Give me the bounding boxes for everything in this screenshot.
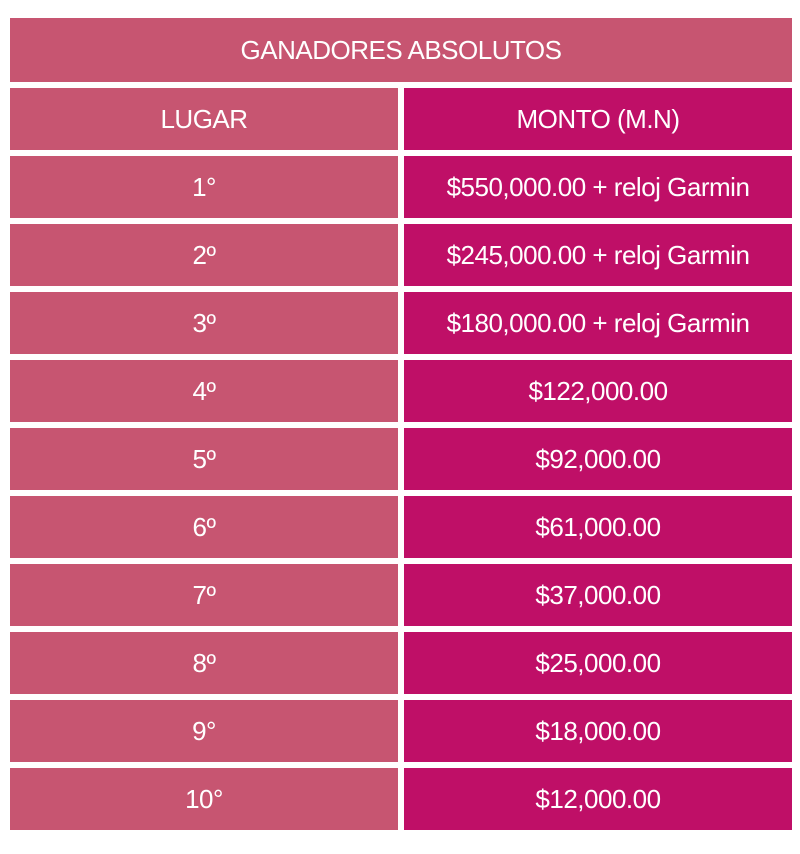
cell-lugar: 7º: [10, 564, 398, 626]
prize-table: [10, 18, 792, 836]
cell-lugar: 8º: [10, 632, 398, 694]
cell-monto: $550,000.00 + reloj Garmin: [404, 156, 792, 218]
header-row: [10, 88, 792, 150]
cell-lugar: 6º: [10, 496, 398, 558]
table-row: [10, 292, 792, 354]
table-row: [10, 496, 792, 558]
cell-monto: $12,000.00: [404, 768, 792, 830]
table-row: [10, 156, 792, 218]
table-row: [10, 768, 792, 830]
header-lugar: LUGAR: [10, 88, 398, 150]
cell-monto: $61,000.00: [404, 496, 792, 558]
table-row: [10, 564, 792, 626]
cell-monto: $25,000.00: [404, 632, 792, 694]
cell-lugar: 1°: [10, 156, 398, 218]
cell-monto: $122,000.00: [404, 360, 792, 422]
cell-monto: $18,000.00: [404, 700, 792, 762]
cell-lugar: 3º: [10, 292, 398, 354]
table-row: [10, 428, 792, 490]
cell-monto: $245,000.00 + reloj Garmin: [404, 224, 792, 286]
table-row: [10, 700, 792, 762]
cell-lugar: 2º: [10, 224, 398, 286]
cell-monto: $92,000.00: [404, 428, 792, 490]
cell-lugar: 10°: [10, 768, 398, 830]
table-title: GANADORES ABSOLUTOS: [10, 18, 792, 82]
cell-lugar: 4º: [10, 360, 398, 422]
cell-lugar: 9°: [10, 700, 398, 762]
table-row: [10, 224, 792, 286]
table-row: [10, 632, 792, 694]
cell-monto: $180,000.00 + reloj Garmin: [404, 292, 792, 354]
cell-lugar: 5º: [10, 428, 398, 490]
cell-monto: $37,000.00: [404, 564, 792, 626]
header-monto: MONTO (M.N): [404, 88, 792, 150]
table-row: [10, 360, 792, 422]
